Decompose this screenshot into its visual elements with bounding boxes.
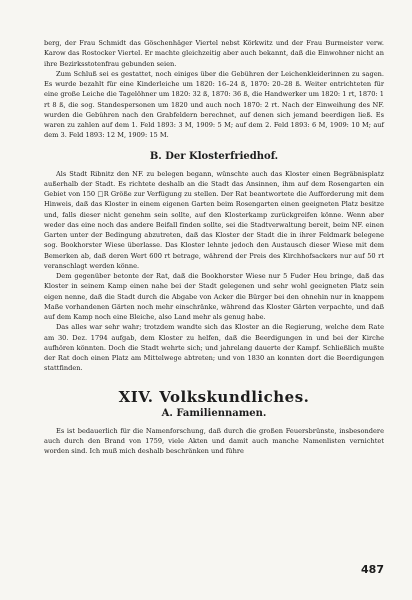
paragraph: Das alles war sehr wahr; trotzdem wandte sich das Kloster an die Regierung, welche dem Rate am 30. Dez. 1794 aufgab, dem Kloster zu helfen, daß die Beerdigungen in und bei der Kirche aufhören könnten. Doch die Stadt wehrte sich; und jahrelang dauerte der Kampf. Schließlich mußte der Rat doch einen Platz am Mittelwege abtreten; und von 1830 an konnten dort die Beerdigungen stattfinden. — [44, 323, 384, 373]
paragraph: Als Stadt Ribnitz den NF. zu belegen begann, wünschte auch das Kloster einen Begräbnisplatz außerhalb der Stadt. Es richtete deshalb an die Stadt das Ansinnen, ihm auf dem Rosengarten ein Gebiet von 150 □R Größe zur Verfügung zu stellen. Der Rat beantwortete die Aufforderung mit dem Hinweis, daß das Kloster in einem eigenen Garten beim Rosengarten einen geeigneten Platz besitze und, falls dieser nicht genehm sein sollte, auf den Klosterkamp zurückgreifen könne. Wenn aber weder das eine noch das andere Beifall finden sollte, sei die Stadtverwaltung bereit, beim NF. einen Garten unter der Bedingung abzutreten, daß das Kloster der Stadt die in ihrer Feldmark belegene sog. Bookhorster Wiese überlasse. Das Kloster lehnte jedoch den Austausch dieser Wiese mit dem Bemerken ab, daß deren Wert 600 rt betrage, während der Preis des Kirchhofsackers nur auf 50 rt veranschlagt werden könne. — [44, 169, 384, 270]
section-heading: A. Familiennamen. — [161, 407, 267, 419]
page-number: 487 — [361, 563, 384, 576]
paragraph: Es ist bedauerlich für die Namenforschung, daß durch die großen Feuersbrünste, insbesondere auch durch den Brand von 1759, viele Akten und damit auch manche Namenlisten vernichtet worden sind. Ich muß mich deshalb beschränken und führe — [44, 426, 384, 455]
chapter-heading: XIV. Volkskundliches. — [118, 387, 310, 406]
section-heading: B. Der Klosterfriedhof. — [149, 150, 279, 162]
paragraph: Dem gegenüber betonte der Rat, daß die Bookhorster Wiese nur 5 Fuder Heu bringe, daß das Kloster in seinem Kamp einen nahe bei der Stadt gelegenen und sehr wohl geeigneten Platz sein eigen nenne, daß die Stadt durch die Abgabe von Acker die Bürger bei den ohnehin nur in knappem Maße vorhandenen Gärten noch mehr einschränke, während das Kloster Gärten verpachte, und daß auf dem Kamp noch eine Bleiche, also Land mehr als genug habe. — [44, 272, 384, 321]
paragraph: Zum Schluß sei es gestattet, noch einiges über die Gebühren der Leichenkleiderinnen zu sagen. Es wurde bezahlt für eine Kinderleiche um 1820: 16–24 ß, 1870: 20–28 ß. Weiter entrichteten für eine große Leiche die Tagelöhner um 1820: 32 ß, 1870: 36 ß, die Handwerker um 1820: 1 rt, 1870: 1 rt 8 ß, die sog. Standespersonen um 1820 und auch noch 1870: 2 rt. Nach der Einweihung des NF. wurden die Gebühren nach den Grabfeldern berechnet, auf denen sich jemand beerdigen ließ. Es waren zu zahlen auf dem 1. Feld 1893: 3 M, 1909: 5 M; auf dem 2. Feld 1893: 6 M, 1909: 10 M; auf dem 3. Feld 1893: 12 M, 1909: 15 M. — [44, 69, 384, 140]
paragraph: berg, der Frau Schmidt das Göschenhäger Viertel nebst Körkwitz und der Frau Burmeister verw. Karow das Rostocker Viertel. Er machte gleichzeitig aber auch bekannt, daß die Einwohner nicht an ihre Bezirksstotenfrau gebunden seien. — [44, 39, 384, 68]
